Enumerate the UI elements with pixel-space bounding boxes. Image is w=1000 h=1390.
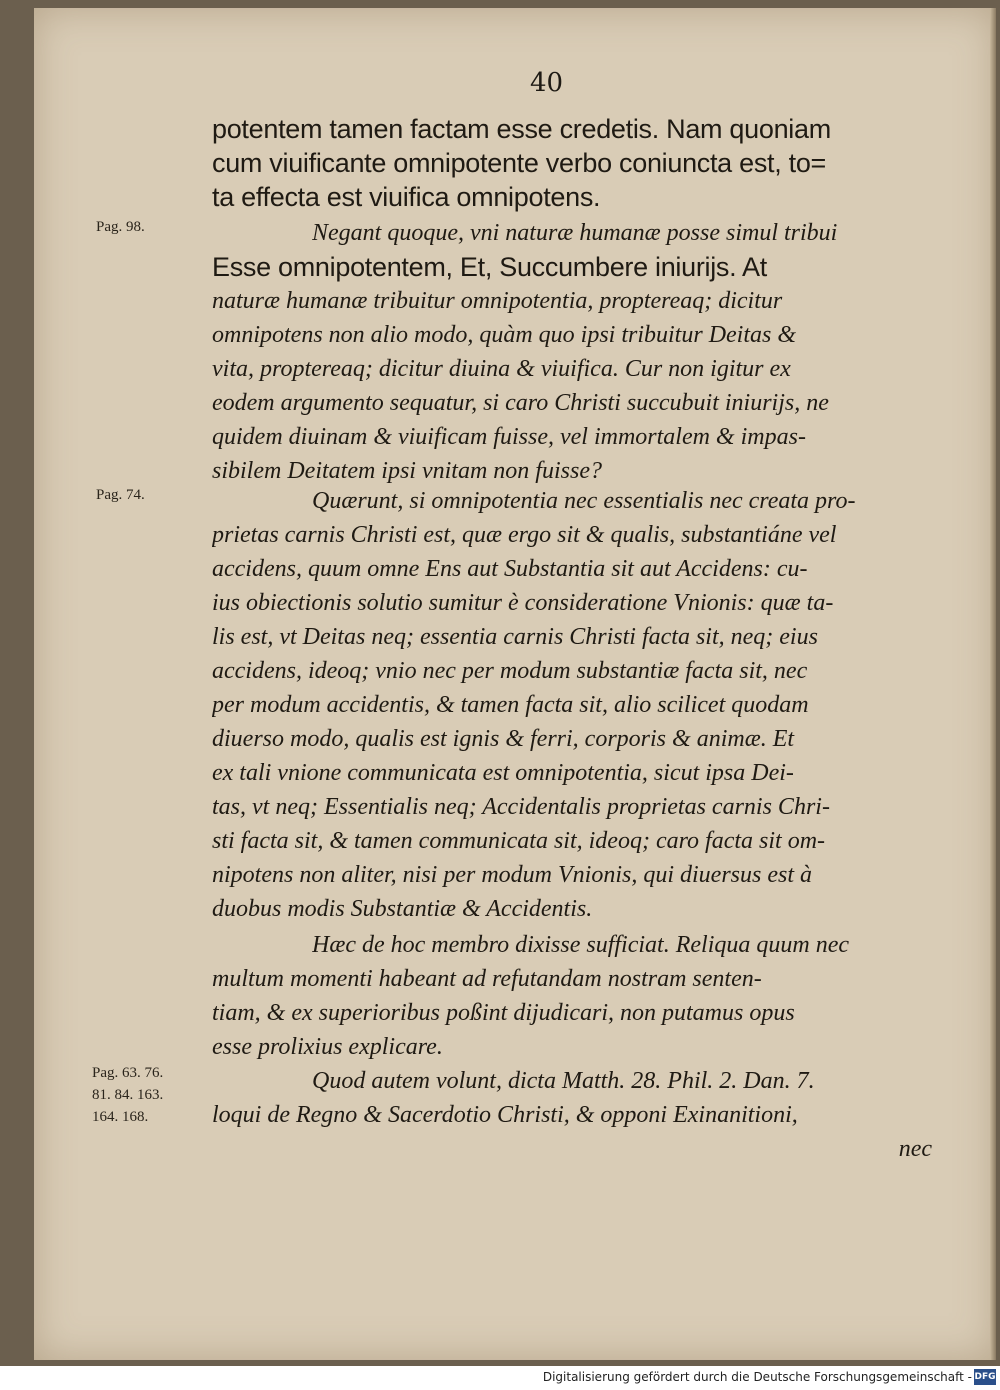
page-edge: [990, 8, 996, 1360]
text-line: nipotens non aliter, nisi per modum Vnionis, qui diuersus est à: [212, 862, 812, 888]
text-line: tas, vt neq; Essentialis neq; Accidentalis proprietas carnis Chri-: [212, 794, 830, 820]
text-line: omnipotens non alio modo, quàm quo ipsi tribuitur Deitas &: [212, 322, 797, 348]
text-line: vita, proptereaq; dicitur diuina & viuifica. Cur non igitur ex: [212, 356, 791, 382]
text-line: duobus modis Substantiæ & Accidentis.: [212, 896, 593, 922]
margin-note-pag-63: Pag. 63. 76.: [92, 1065, 164, 1081]
text-line: naturæ humanæ tribuitur omnipotentia, proptereaq; dicitur: [212, 288, 783, 314]
text-line: cum viuificante omnipotente verbo coniuncta est, to=: [212, 148, 827, 178]
margin-note-pag-74: Pag. 74.: [96, 487, 145, 503]
text-line: Quærunt, si omnipotentia nec essentialis nec creata pro-: [312, 488, 856, 514]
text-line: ta effecta est viuifica omnipotens.: [212, 182, 601, 212]
text-line: prietas carnis Christi est, quæ ergo sit & qualis, substantiáne vel: [212, 522, 837, 548]
footer-bar: [0, 1366, 1000, 1390]
dfg-logo-icon: DFG: [974, 1369, 996, 1385]
catchword: nec: [898, 1136, 932, 1162]
text-line: Hæc de hoc membro dixisse sufficiat. Reliqua quum nec: [312, 932, 849, 958]
text-line: Esse omnipotentem, Et, Succumbere iniurijs. At: [212, 252, 767, 282]
text-line: ius obiectionis solutio sumitur è consideratione Vnionis: quæ ta-: [212, 590, 834, 616]
text-line: potentem tamen factam esse credetis. Nam quoniam: [212, 114, 831, 144]
margin-note-pag-98: Pag. 98.: [96, 219, 145, 235]
text-line: tiam, & ex superioribus poßint dijudicari, non putamus opus: [212, 1000, 795, 1026]
text-line: Quod autem volunt, dicta Matth. 28. Phil. 2. Dan. 7.: [312, 1068, 815, 1094]
page-number: 40: [530, 68, 564, 98]
margin-note-pag-81: 81. 84. 163.: [92, 1087, 164, 1103]
text-line: sibilem Deitatem ipsi vnitam non fuisse?: [212, 458, 602, 484]
text-line: multum momenti habeant ad refutandam nostram senten-: [212, 966, 762, 992]
text-line: accidens, quum omne Ens aut Substantia sit aut Accidens: cu-: [212, 556, 808, 582]
text-line: Negant quoque, vni naturæ humanæ posse simul tribui: [312, 220, 838, 246]
footer-credit: Digitalisierung gefördert durch die Deutsche Forschungsgemeinschaft -: [542, 1370, 972, 1384]
text-line: sti facta sit, & tamen communicata sit, ideoq; caro facta sit om-: [212, 828, 826, 854]
text-line: ex tali vnione communicata est omnipotentia, sicut ipsa Dei-: [212, 760, 794, 786]
text-line: diuerso modo, qualis est ignis & ferri, corporis & animæ. Et: [212, 726, 795, 752]
text-line: esse prolixius explicare.: [212, 1034, 443, 1060]
text-line: eodem argumento sequatur, si caro Christi succubuit iniurijs, ne: [212, 390, 829, 416]
text-line: lis est, vt Deitas neq; essentia carnis Christi facta sit, neq; eius: [212, 624, 818, 650]
text-line: accidens, ideoq; vnio nec per modum substantiæ facta sit, nec: [212, 658, 808, 684]
text-line: quidem diuinam & viuificam fuisse, vel immortalem & impas-: [212, 424, 806, 450]
text-line: loqui de Regno & Sacerdotio Christi, & opponi Exinanitioni,: [212, 1102, 798, 1128]
margin-note-pag-164: 164. 168.: [92, 1109, 149, 1125]
text-line: per modum accidentis, & tamen facta sit, alio scilicet quodam: [212, 692, 809, 718]
